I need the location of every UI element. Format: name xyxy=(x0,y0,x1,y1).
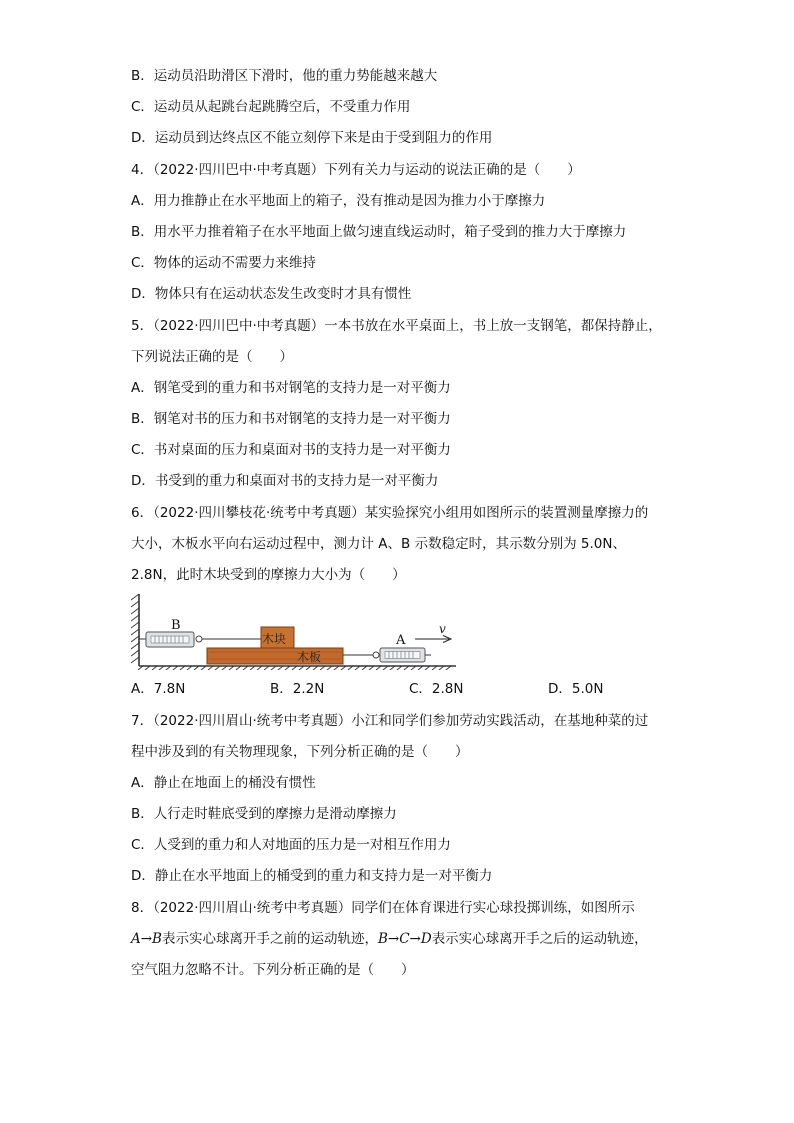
q6-option-c: C．2.8N xyxy=(409,681,464,697)
trajectory-ab: A→B xyxy=(131,931,162,947)
q4-option-a: A．用力推静止在水平地面上的箱子，没有推动是因为推力小于摩擦力 xyxy=(131,193,546,209)
q7-stem-line1: 7．（2022·四川眉山·统考中考真题）小江和同学们参加劳动实践活动，在基地种菜的过 xyxy=(131,713,649,729)
q5-option-c: C．书对桌面的压力和桌面对书的支持力是一对平衡力 xyxy=(131,442,451,458)
label-a: A xyxy=(396,633,406,648)
q7-option-a: A．静止在地面上的桶没有惯性 xyxy=(131,775,316,791)
q4-option-b: B．用水平力推着箱子在水平地面上做匀速直线运动时，箱子受到的推力大于摩擦力 xyxy=(131,224,627,240)
q4-stem: 4．（2022·四川巴中·中考真题）下列有关力与运动的说法正确的是（ ） xyxy=(131,162,581,178)
q3-option-b: B．运动员沿助滑区下滑时，他的重力势能越来越大 xyxy=(131,68,438,84)
q3-option-c: C．运动员从起跳台起跳腾空后，不受重力作用 xyxy=(131,99,411,115)
q5-option-b: B．钢笔对书的压力和书对钢笔的支持力是一对平衡力 xyxy=(131,411,451,427)
board-label: 木板 xyxy=(297,650,322,664)
spring-scale-a xyxy=(373,648,431,662)
wall-icon xyxy=(131,594,139,666)
q6-stem-line1: 6．（2022·四川攀枝花·统考中考真题）某实验探究小组用如图所示的装置测量摩擦力的 xyxy=(131,505,649,521)
block-label: 木块 xyxy=(262,632,287,646)
q5-option-a: A．钢笔受到的重力和书对钢笔的支持力是一对平衡力 xyxy=(131,380,451,396)
wooden-board xyxy=(207,648,343,664)
q8-stem-line2 xyxy=(131,929,648,949)
friction-apparatus-figure xyxy=(131,592,461,670)
q6-stem-line2: 大小，木板水平向右运动过程中，测力计 A、B 示数稳定时，其示数分别为 5.0N、 xyxy=(131,536,626,552)
q6-option-a: A．7.8N xyxy=(131,681,186,697)
spring-scale-b xyxy=(139,632,202,647)
q7-stem-line2: 程中涉及到的有关物理现象，下列分析正确的是（ ） xyxy=(131,744,469,760)
q8-stem-line1: 8．（2022·四川眉山·统考中考真题）同学们在体育课进行实心球投掷训练，如图所示 xyxy=(131,900,635,916)
ground-icon xyxy=(138,666,456,670)
q7-option-c: C．人受到的重力和人对地面的压力是一对相互作用力 xyxy=(131,837,451,853)
q4-option-c: C．物体的运动不需要力来维持 xyxy=(131,255,316,271)
label-b: B xyxy=(171,618,181,633)
q7-option-d: D．静止在水平地面上的桶受到的重力和支持力是一对平衡力 xyxy=(131,868,493,884)
q5-option-d: D．书受到的重力和桌面对书的支持力是一对平衡力 xyxy=(131,473,439,489)
q6-option-b: B．2.2N xyxy=(270,681,325,697)
q6-stem-line3: 2.8N，此时木块受到的摩擦力大小为（ ） xyxy=(131,567,406,583)
q8-stem-line2-text1: 表示实心球离开手之前的运动轨迹， xyxy=(161,931,378,947)
q8-stem-line2-text2: 表示实心球离开手之后的运动轨迹， xyxy=(431,931,648,947)
q7-option-b: B．人行走时鞋底受到的摩擦力是滑动摩擦力 xyxy=(131,806,397,822)
q8-stem-line3: 空气阻力忽略不计。下列分析正确的是（ ） xyxy=(131,962,415,978)
trajectory-bcd: B→C→D xyxy=(377,931,432,947)
q3-option-d: D．运动员到达终点区不能立刻停下来是由于受到阻力的作用 xyxy=(131,130,493,146)
label-v: v xyxy=(439,622,446,636)
velocity-arrow-icon xyxy=(415,636,451,643)
q6-option-d: D．5.0N xyxy=(548,681,604,697)
q4-option-d: D．物体只有在运动状态发生改变时才具有惯性 xyxy=(131,286,412,302)
q5-stem-line1: 5．（2022·四川巴中·中考真题）一本书放在水平桌面上，书上放一支钢笔，都保持静止， xyxy=(131,318,662,334)
q5-stem-line2: 下列说法正确的是（ ） xyxy=(131,349,293,365)
